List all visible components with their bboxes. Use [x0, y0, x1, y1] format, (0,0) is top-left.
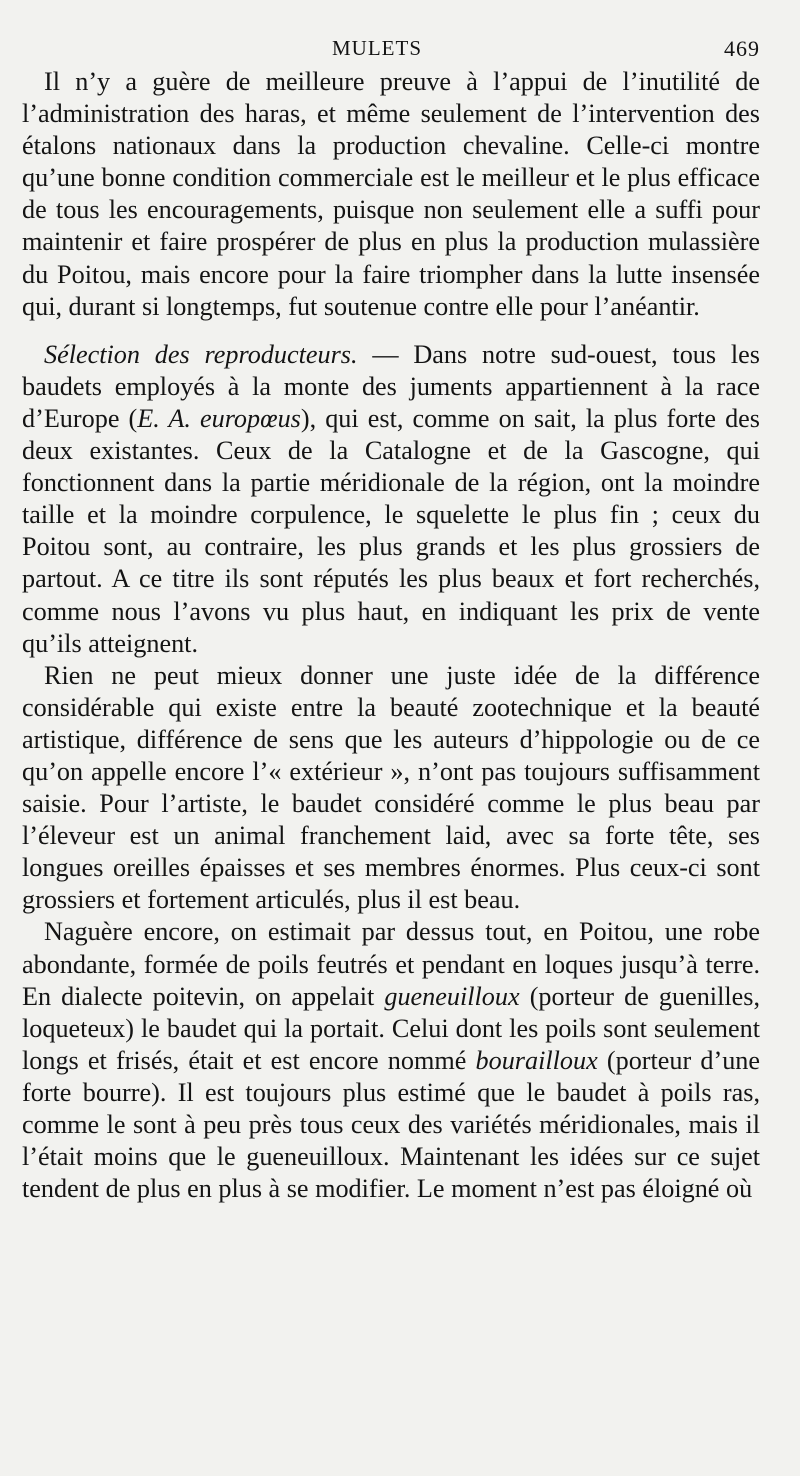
paragraph — [22, 339, 760, 660]
italic-text: gueneuilloux — [384, 981, 520, 1011]
running-title: MULETS — [332, 36, 422, 60]
text-run: — Dans notre sud-ouest, tous les baudets employés à la monte des juments appartiennent à la race d’Europe ( — [22, 339, 760, 433]
italic-text: E. A. europœus — [137, 403, 301, 433]
text-run: Il n’y a guère de meilleure preuve à l’appui de l’inutilité de l’administration des haras, et même seulement de l’intervention des étalons nationaux dans la production chevaline. Celle-ci montre qu’une bonne condition commerciale est le meilleur et le plus efficace de tous les encouragements, puisque non seulement elle a suffi pour maintenir et faire prospérer de plus en plus la production mulassière du Poitou, mais encore pour la faire triompher dans la lutte insensée qui, durant si longtemps, fut soutenue contre elle pour l’anéantir. — [22, 67, 760, 321]
paragraph — [22, 916, 760, 1205]
paragraph — [22, 66, 760, 323]
running-head — [22, 32, 760, 66]
text-run: ), qui est, comme on sait, la plus forte des deux existantes. Ceux de la Catalogne et de la Gascogne, qui fonctionnent dans la partie méridionale de la région, ont la moindre taille et la moindre corpulence, le squelette le plus fin ; ceux du Poitou sont, au contraire, les plus grands et les plus grossiers de partout. A ce titre ils sont réputés les plus beaux et fort recherchés, comme nous l’avons vu plus haut, en indiquant les prix de vente qu’ils atteignent. — [22, 403, 760, 658]
text-run: Naguère encore, on estimait par dessus tout, en Poitou, une robe abondante, formée de poils feutrés et pendant en loques jusqu’à terre. En dialecte poitevin, on appelait — [22, 917, 760, 1011]
text-run: Rien ne peut mieux donner une juste idée de la différence considérable qui existe entre la beauté zootechnique et la beauté artistique, différence de sens que les auteurs d’hippologie ou de ce qu’on appelle encore l’« extérieur », n’ont pas toujours suffisamment saisie. Pour l’artiste, le baudet considéré comme le plus beau par l’éleveur est un animal franchement laid, avec sa forte tête, ses longues oreilles épaisses et ses membres énormes. Plus ceux-ci sont grossiers et fortement articulés, plus il est beau. — [22, 660, 760, 915]
paragraph — [22, 660, 760, 917]
italic-text: Sélection des reproducteurs. — [44, 339, 358, 369]
text-run: (porteur d’une forte bourre). Il est toujours plus estimé que le baudet à poils ras, comme le sont à peu près tous ceux des variétés méridionales, mais il l’était moins que le gueneuilloux. Maintenant les idées sur ce sujet tendent de plus en plus à se modifier. Le moment n’est pas éloigné où — [22, 1045, 761, 1204]
italic-text: bourailloux — [475, 1045, 598, 1075]
page-number: 469 — [724, 36, 760, 61]
text-run: (porteur de guenilles, loqueteux) le baudet qui la portait. Celui dont les poils sont seulement longs et frisés, était et est encore nommé — [22, 981, 760, 1075]
body-text — [22, 66, 760, 1205]
